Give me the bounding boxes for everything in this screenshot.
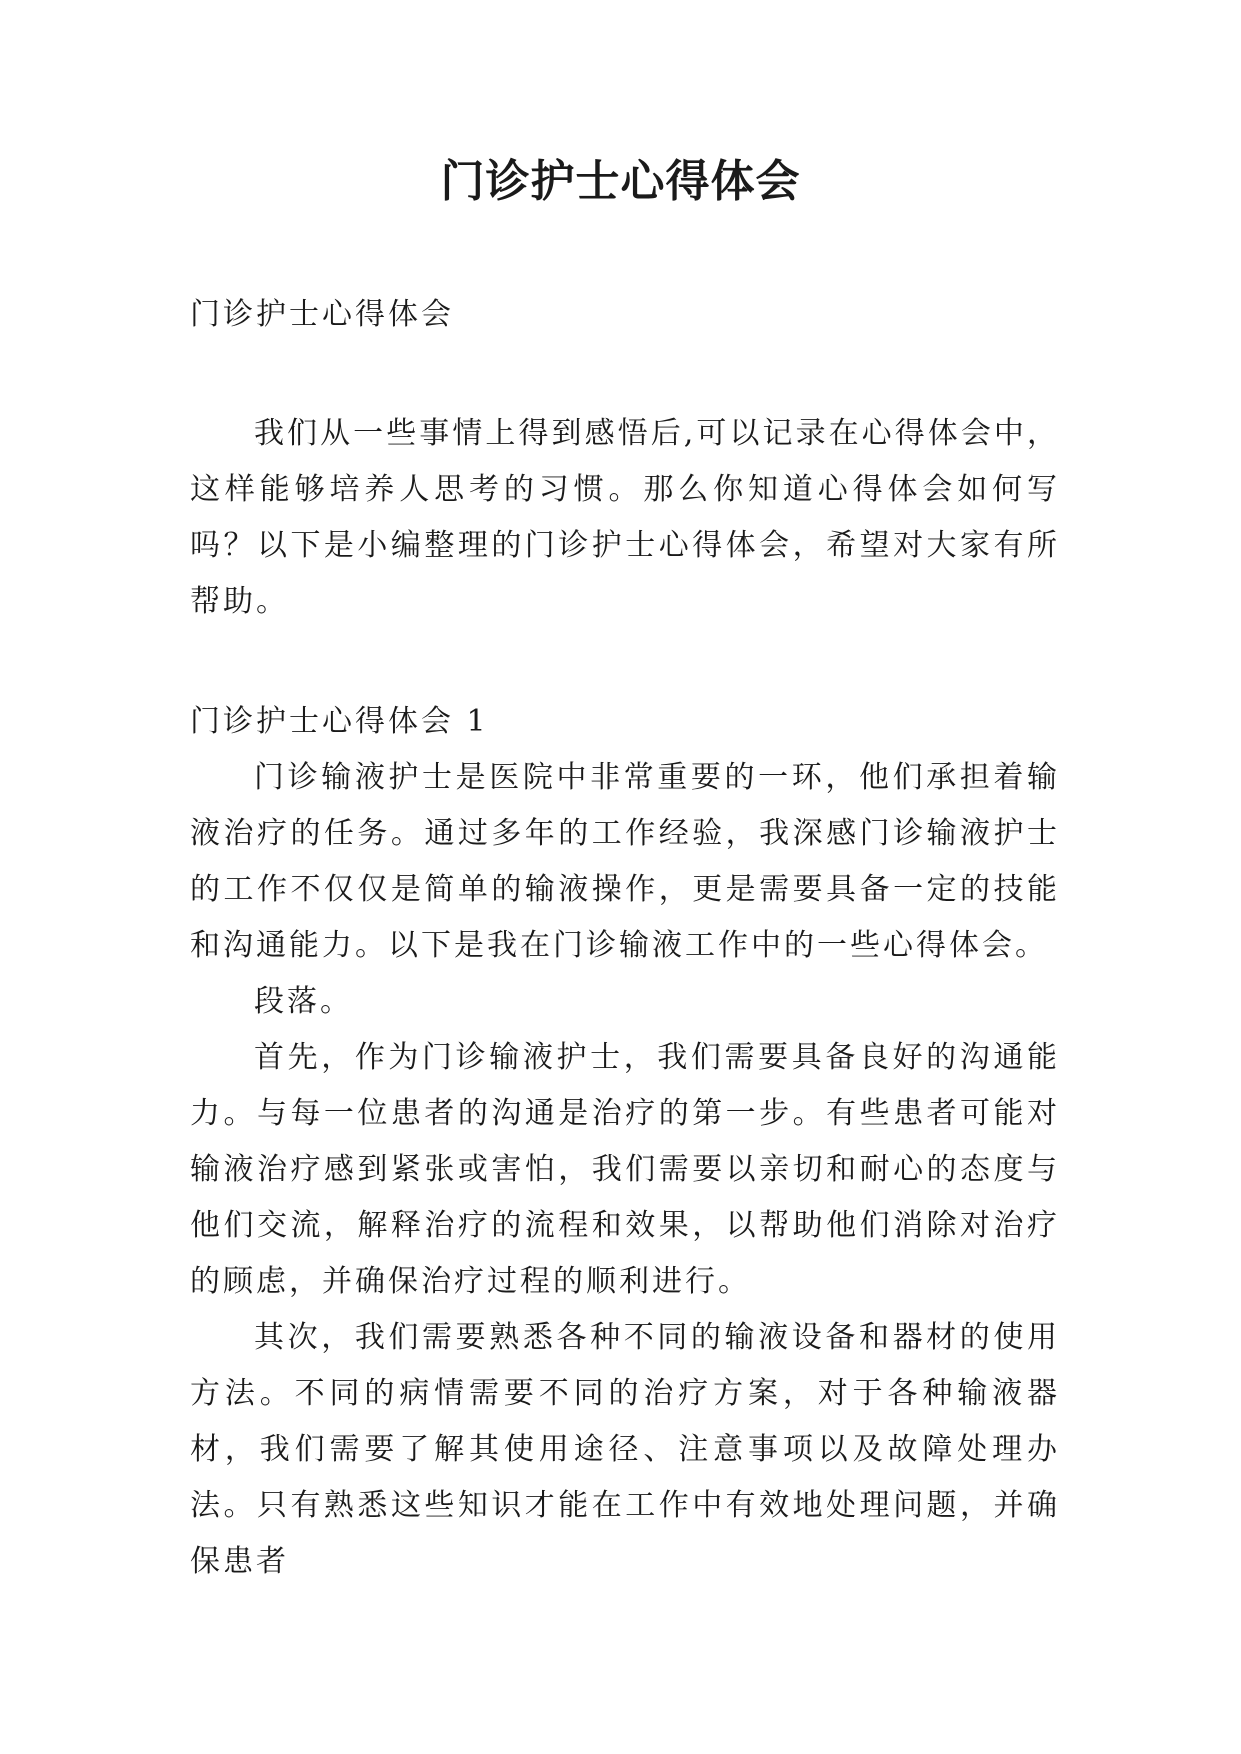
body-paragraph: 段落。 bbox=[254, 984, 353, 1019]
section-1 bbox=[190, 694, 1060, 1590]
document-title: 门诊护士心得体会 bbox=[440, 156, 801, 207]
section-heading: 门诊护士心得体会 1 bbox=[190, 704, 489, 739]
body-paragraph: 首先，作为门诊输液护士，我们需要具备良好的沟通能力。与每一位患者的沟通是治疗的第一步。有些患者可能对输液治疗感到紧张或害怕，我们需要以亲切和耐心的态度与他们交流，解释治疗的流程和效果，以帮助他们消除对治疗的顾虑，并确保治疗过程的顺利进行。 bbox=[190, 1040, 1060, 1299]
intro-paragraph: 我们从一些事情上得到感悟后,可以记录在心得体会中，这样能够培养人思考的习惯。那么你知道心得体会如何写吗？以下是小编整理的门诊护士心得体会，希望对大家有所帮助。 bbox=[190, 416, 1060, 619]
body-paragraph: 门诊输液护士是医院中非常重要的一环，他们承担着输液治疗的任务。通过多年的工作经验，我深感门诊输液护士的工作不仅仅是简单的输液操作，更是需要具备一定的技能和沟通能力。以下是我在门诊输液工作中的一些心得体会。 bbox=[190, 760, 1060, 963]
body-paragraph: 其次，我们需要熟悉各种不同的输液设备和器材的使用方法。不同的病情需要不同的治疗方案，对于各种输液器材，我们需要了解其使用途径、注意事项以及故障处理办法。只有熟悉这些知识才能在工作中有效地处理问题，并确保患者 bbox=[190, 1320, 1060, 1579]
document-subtitle: 门诊护士心得体会 bbox=[190, 297, 454, 332]
intro-block bbox=[190, 406, 1060, 630]
